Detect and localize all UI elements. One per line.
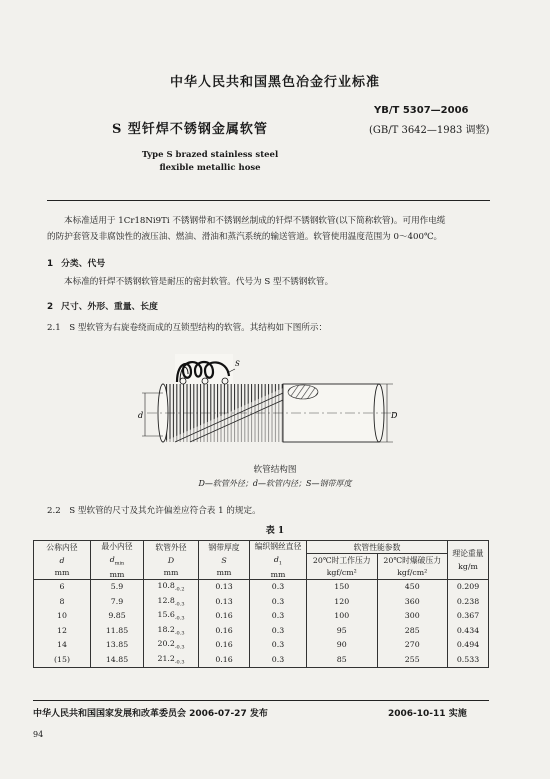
cell-burst-pressure: 450 xyxy=(377,579,448,594)
section-2-title: 尺寸、外形、重量、长度 xyxy=(61,302,158,312)
braid-patch xyxy=(288,385,318,399)
cell-min-id: 14.85 xyxy=(91,652,144,667)
cell-od: $20.2_{-0.3}$ xyxy=(144,638,199,653)
table-row xyxy=(34,638,489,653)
cell-od: $21.2_{-0.3}$ xyxy=(144,652,199,667)
cell-strip: 0.16 xyxy=(199,638,250,653)
strip-thickness-label: S xyxy=(235,360,240,368)
intro-line-2: 的防护套管及非腐蚀性的液压油、燃油、滑油和蒸汽系统的输送管道。软管使用温度范围为 0～400℃。 xyxy=(47,232,443,242)
cell-od: $15.6_{-0.3}$ xyxy=(144,609,199,624)
clause-2-2: 2.2 S 型软管的尺寸及其允许偏差应符合表 1 的规定。 xyxy=(47,506,261,516)
cell-min-id: 5.9 xyxy=(91,579,144,594)
hose-structure-figure xyxy=(135,348,435,453)
od-tolerance: -0.3 xyxy=(174,630,185,637)
section-1-text: 本标准的钎焊不锈钢软管是耐压的密封软管。代号为 S 型不锈钢软管。 xyxy=(64,277,334,287)
cell-nominal: 12 xyxy=(34,623,91,638)
cell-burst-pressure: 270 xyxy=(377,638,448,653)
table-row xyxy=(34,623,489,638)
cell-strip: 0.13 xyxy=(199,594,250,609)
cell-min-id: 7.9 xyxy=(91,594,144,609)
cell-nominal: 14 xyxy=(34,638,91,653)
cell-weight: 0.367 xyxy=(448,609,489,624)
table-title: 表 1 xyxy=(265,526,285,536)
cell-nominal: 8 xyxy=(34,594,91,609)
outer-diameter-label: D xyxy=(391,411,398,420)
hose-spec-table xyxy=(33,540,489,668)
cell-nominal: (15) xyxy=(34,652,91,667)
cell-strip: 0.16 xyxy=(199,609,250,624)
cell-burst-pressure: 255 xyxy=(377,652,448,667)
cell-min-id: 11.85 xyxy=(91,623,144,638)
cell-strip: 0.16 xyxy=(199,623,250,638)
standard-category-heading: 中华人民共和国黑色冶金行业标准 xyxy=(169,75,380,90)
clause-2-1: 2.1 S 型软管为右旋卷绕而成的互锁型结构的软管。其结构如下图所示： xyxy=(47,323,328,333)
interlock-profile-detail xyxy=(175,354,235,384)
cell-wire: 0.3 xyxy=(250,579,307,594)
od-tolerance: -0.3 xyxy=(174,615,185,622)
figure-legend: D—软管外径；d—软管内径；S—钢带厚度 xyxy=(198,479,352,488)
cell-min-id: 9.85 xyxy=(91,609,144,624)
cell-wire: 0.3 xyxy=(250,594,307,609)
col-header-performance: 软管性能参数 xyxy=(307,541,448,554)
col-header-weight: 理论重量 kg/m xyxy=(448,541,489,580)
cell-work-pressure: 150 xyxy=(307,579,378,594)
od-tolerance: -0.3 xyxy=(174,644,185,651)
document-title-en-line1: Type S brazed stainless steel xyxy=(141,150,279,160)
cell-strip: 0.16 xyxy=(199,652,250,667)
document-title-en-line2: flexible metallic hose xyxy=(159,163,261,173)
cell-min-id: 13.85 xyxy=(91,638,144,653)
cell-od: $18.2_{-0.3}$ xyxy=(144,623,199,638)
cell-weight: 0.238 xyxy=(448,594,489,609)
col-header-nominal: 公称内径 d mm xyxy=(34,541,91,580)
section-2-heading xyxy=(47,299,158,312)
cell-weight: 0.533 xyxy=(448,652,489,667)
footer-divider xyxy=(33,700,489,701)
cell-work-pressure: 120 xyxy=(307,594,378,609)
col-header-work-pressure: 20℃时工作压力 xyxy=(307,554,378,567)
cell-burst-pressure: 360 xyxy=(377,594,448,609)
cell-od: $10.8_{-0.2}$ xyxy=(144,579,199,594)
standard-number: YB/T 5307—2006 xyxy=(374,105,469,116)
cell-burst-pressure: 285 xyxy=(377,623,448,638)
table-row xyxy=(34,579,489,594)
issuer-line: 中华人民共和国国家发展和改革委员会 2006-07-27 发布 xyxy=(33,709,268,719)
cell-burst-pressure: 300 xyxy=(377,609,448,624)
inner-diameter-label: d xyxy=(138,411,144,420)
cell-weight: 0.434 xyxy=(448,623,489,638)
cell-wire: 0.3 xyxy=(250,623,307,638)
od-tolerance: -0.3 xyxy=(174,601,185,608)
cell-nominal: 6 xyxy=(34,579,91,594)
section-1-number: 1 xyxy=(47,259,54,269)
section-1-title: 分类、代号 xyxy=(61,259,106,269)
table-row xyxy=(34,652,489,667)
cell-wire: 0.3 xyxy=(250,638,307,653)
cell-work-pressure: 85 xyxy=(307,652,378,667)
col-header-od: 软管外径 D mm xyxy=(144,541,199,580)
cell-wire: 0.3 xyxy=(250,609,307,624)
col-header-wire: 编织钢丝直径 $d_1$ mm xyxy=(250,541,307,580)
intro-paragraph xyxy=(47,213,492,245)
col-unit-work-pressure: kgf/cm² xyxy=(307,566,378,579)
cell-work-pressure: 95 xyxy=(307,623,378,638)
col-unit-burst-pressure: kgf/cm² xyxy=(377,566,448,579)
col-header-strip: 钢带厚度 S mm xyxy=(199,541,250,580)
section-2-number: 2 xyxy=(47,302,54,312)
col-header-burst-pressure: 20℃时爆破压力 xyxy=(377,554,448,567)
standard-replacement-note: (GB/T 3642—1983 调整) xyxy=(369,125,490,136)
figure-caption: 软管结构图 xyxy=(253,465,297,475)
cell-work-pressure: 100 xyxy=(307,609,378,624)
cell-weight: 0.494 xyxy=(448,638,489,653)
cell-wire: 0.3 xyxy=(250,652,307,667)
table-row xyxy=(34,594,489,609)
effective-date: 2006-10-11 实施 xyxy=(388,709,467,719)
cell-strip: 0.13 xyxy=(199,579,250,594)
col-header-min-id: 最小内径 $d_{min}$ mm xyxy=(91,541,144,580)
cell-weight: 0.209 xyxy=(448,579,489,594)
intro-line-1: 本标准适用于 1Cr18Ni9Ti 不锈钢带和不锈钢丝制成的钎焊不锈钢软管(以下简称软管)。可用作电缆 xyxy=(64,216,446,226)
page-number: 94 xyxy=(33,730,44,739)
header-divider xyxy=(47,200,490,201)
document-title-cn: S 型钎焊不锈钢金属软管 xyxy=(112,122,268,137)
section-1-heading xyxy=(47,256,105,269)
table-row xyxy=(34,609,489,624)
cell-work-pressure: 90 xyxy=(307,638,378,653)
cell-od: $12.8_{-0.3}$ xyxy=(144,594,199,609)
od-tolerance: -0.2 xyxy=(174,586,185,593)
cell-nominal: 10 xyxy=(34,609,91,624)
od-tolerance: -0.3 xyxy=(174,659,185,666)
